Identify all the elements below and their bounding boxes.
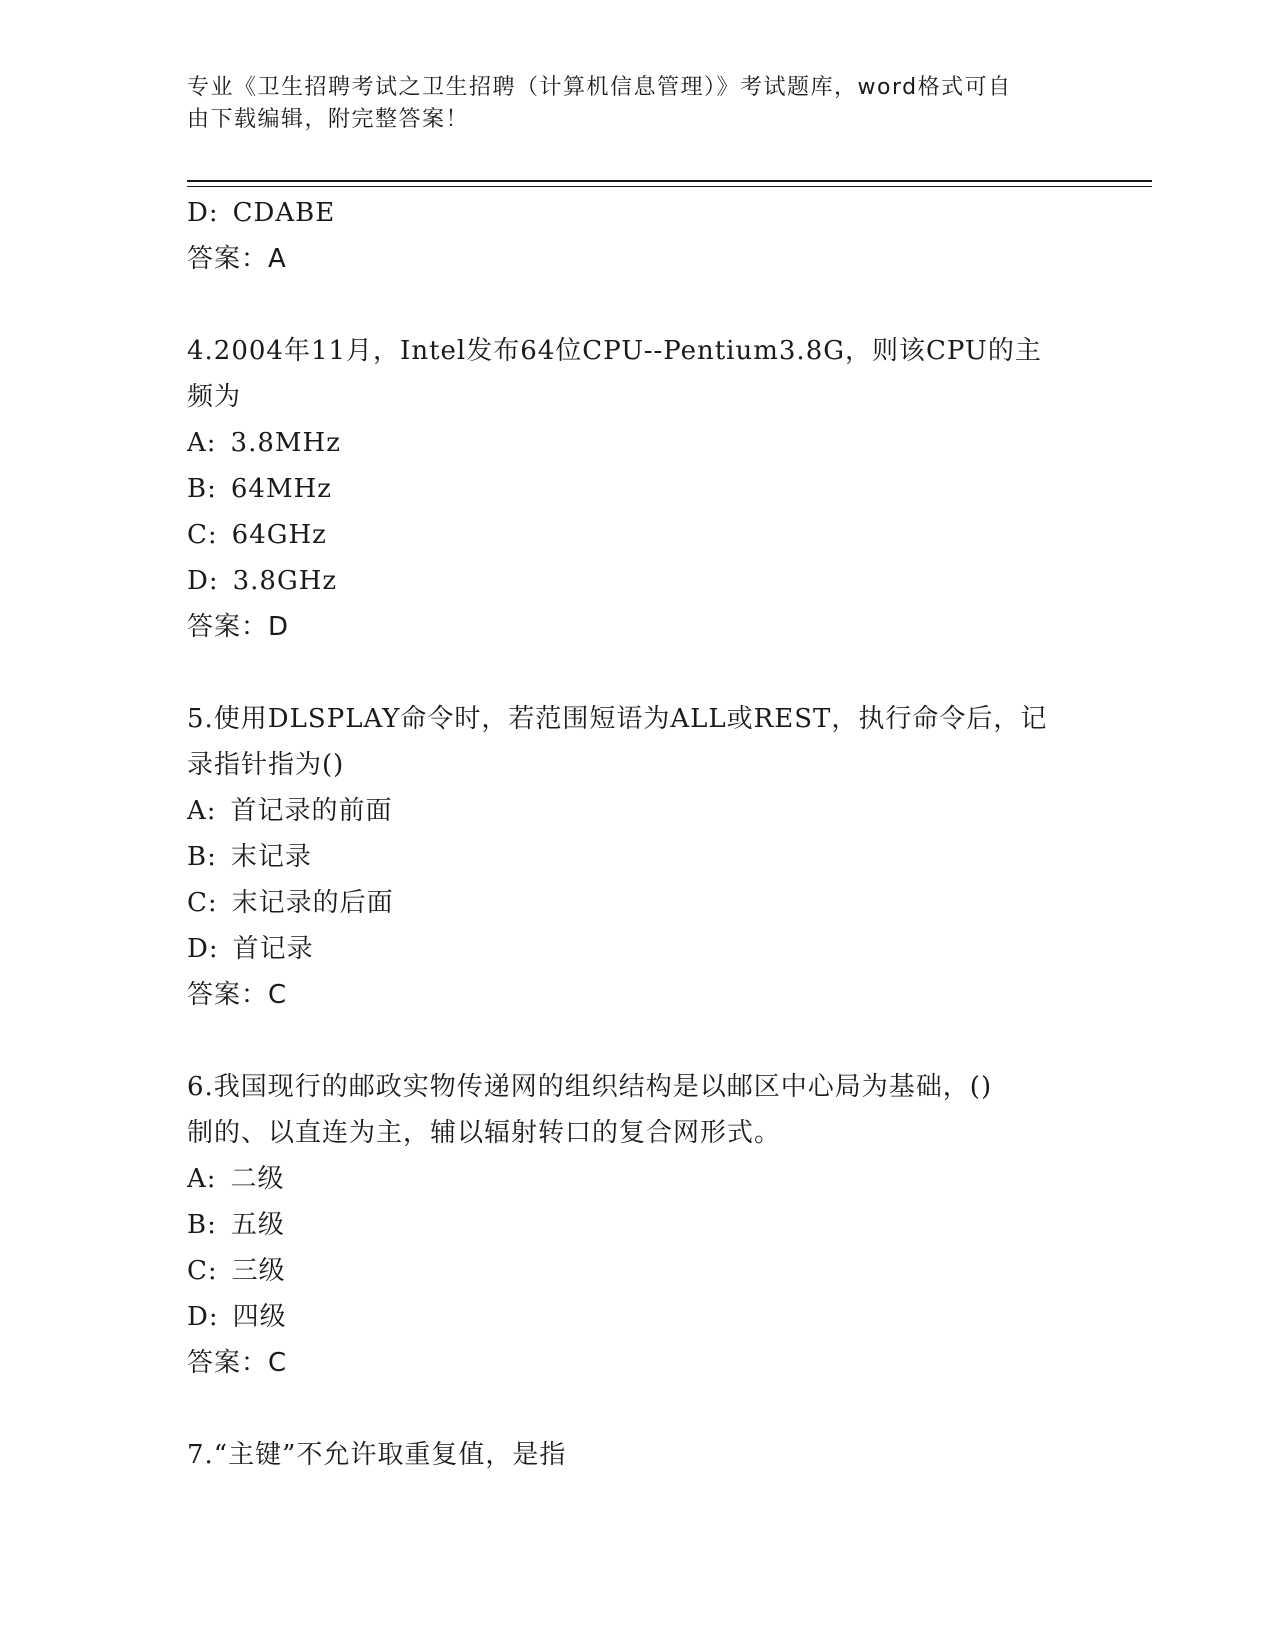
option-label: A:: [187, 428, 217, 458]
question-4-line-2: 频为: [187, 382, 242, 412]
question-5-line-1: 5.使用DLSPLAY命令时，若范围短语为ALL或REST，执行命令后，记: [187, 704, 1048, 734]
option-d: [187, 558, 1067, 604]
option-text: 三级: [231, 1256, 286, 1286]
option-text: 首记录的前面: [230, 796, 393, 826]
question-list: [187, 190, 1067, 1478]
option-c: [187, 1248, 1067, 1294]
header-divider-thin: [187, 186, 1152, 187]
option-text: CDABE: [232, 198, 336, 228]
option-text: 末记录: [230, 842, 312, 872]
option-label: B:: [187, 1210, 217, 1240]
option-label: D:: [187, 1302, 219, 1332]
header-line-1: 专业《卫生招聘考试之卫生招聘（计算机信息管理）》考试题库，word格式可自: [187, 75, 1012, 100]
option-text: 五级: [230, 1210, 285, 1240]
question-4-line-1: 4.2004年11月，Intel发布64位CPU--Pentium3.8G，则该CPU的主: [187, 336, 1042, 366]
option-d: [187, 1294, 1067, 1340]
option-d: [187, 926, 1067, 972]
option-label: A:: [187, 1164, 217, 1194]
option-c: [187, 880, 1067, 926]
answer-line: 答案：D: [187, 612, 290, 642]
answer-line: 答案：C: [187, 980, 288, 1010]
option-d: [187, 190, 1067, 236]
option-text: 二级: [230, 1164, 285, 1194]
option-label: D:: [187, 934, 219, 964]
option-text: 64GHz: [231, 520, 327, 550]
option-label: C:: [187, 1256, 218, 1286]
option-label: D:: [187, 566, 219, 596]
option-label: A:: [187, 796, 217, 826]
question-6-line-2: 制的、以直连为主，辅以辐射转口的复合网形式。: [187, 1118, 782, 1148]
question-7-line-1: 7.“主键”不允许取重复值，是指: [187, 1440, 567, 1470]
option-text: 3.8MHz: [230, 428, 341, 458]
option-c: [187, 512, 1067, 558]
spacer: [187, 650, 1067, 696]
option-text: 末记录的后面: [231, 888, 394, 918]
option-label: B:: [187, 474, 217, 504]
answer-line: 答案：A: [187, 244, 287, 274]
answer-line: 答案：C: [187, 1348, 288, 1378]
header-line-2: 由下载编辑，附完整答案！: [187, 107, 470, 132]
option-text: 首记录: [232, 934, 314, 964]
option-text: 3.8GHz: [232, 566, 338, 596]
option-a: [187, 1156, 1067, 1202]
spacer: [187, 282, 1067, 328]
option-label: B:: [187, 842, 217, 872]
spacer: [187, 1386, 1067, 1432]
option-label: C:: [187, 520, 218, 550]
question-6-line-1: 6.我国现行的邮政实物传递网的组织结构是以邮区中心局为基础，(): [187, 1072, 993, 1102]
option-text: 64MHz: [230, 474, 332, 504]
document-header: [187, 72, 1067, 136]
option-a: [187, 420, 1067, 466]
option-label: D:: [187, 198, 219, 228]
option-b: [187, 1202, 1067, 1248]
header-divider-thick: [187, 180, 1152, 182]
spacer: [187, 1018, 1067, 1064]
option-b: [187, 834, 1067, 880]
question-5-line-2: 录指针指为(): [187, 750, 345, 780]
option-text: 四级: [232, 1302, 287, 1332]
option-b: [187, 466, 1067, 512]
option-a: [187, 788, 1067, 834]
option-label: C:: [187, 888, 218, 918]
